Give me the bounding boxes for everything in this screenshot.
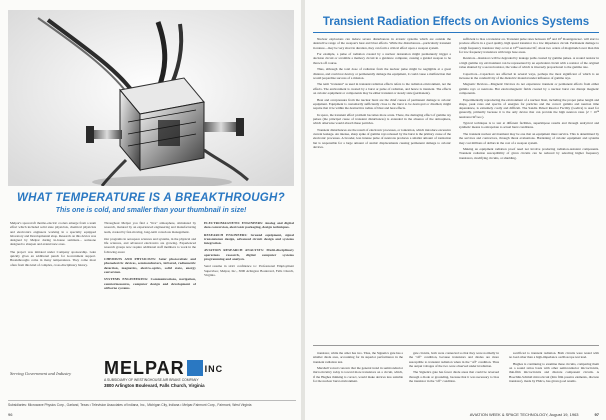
logo-square-icon — [187, 360, 203, 376]
ad-list-item: SYSTEMS ENGINEERING: Communications, navigation, countermeasures, computer design and development of airborne systems. — [104, 277, 196, 290]
ad-column-1 — [10, 221, 96, 270]
article-paragraph: sufficient to bias a transistor on. Transient pulse rates between 10⁸ and 10⁹ Roentgens/sec. will start to produce effects in a good quality, high speed transistor in a low impedance circuit. Permanent damage to a high frequency transistor may occur at 10¹⁴ neutrons/cm², about two orders of magnitude lower than this for low frequency transistors with large base areas. — [459, 37, 600, 54]
article-paragraph: Transient disturbances are the result of electronic processes, or ionization, which introduce excessive current leakage. An intense, sharp spike of gamma rays released by the burst is the primary cause of the electronic processes. A broader, less intense pulse of neutrons produces a smaller amount of ionization but is responsible for a large amount of atomic displacements causing permanent damage to avionic devices. — [313, 127, 451, 149]
publication-line: AVIATION WEEK & SPACE TECHNOLOGY, August 19, 1963 — [469, 412, 579, 417]
ad-list-item: CHEMISTS AND PHYSICISTS: Solar photovoltaic and photoelectric devices, semiconductors, infrared, radiometric detection, magnetics, electro-optics, solid state, energy conversion. — [104, 257, 196, 274]
article-paragraph: transistor, while the other has two. Thus, the Signetics gate has a smaller diode area, accounting for its superior performance in the transient radiation test. — [313, 351, 403, 364]
article-paragraph: Making an equipment radiation proof need not involve producing radiation-resistant components. Transient radiation susceptibility of given circuits can be reduced by selecting higher frequency transistors, modifying circuits, or shielding. — [459, 147, 599, 160]
article-paragraph: Experimentally reproducing the environment of a nuclear blast, including the proper pulse length and shape, peak rates and spectra of energies for particles and the correct gamma and neutron time dependence, is extremely costly and difficult. The Sandia Pulsed Reactor Facility (Godiva) is used for generally, primarily because it is the only device that can provide the high neutron rates (2 × 10¹⁴ neutrons/cm²/sec.). — [459, 97, 599, 119]
page-number-left: 96 — [8, 412, 13, 417]
article-paragraph: gate circuits, both were connected so that they were normally in the "off" condition, because transistors and diodes are more susceptible to transient radiation when in the "off" condition. Thus the output voltages of the two were observed under irradiation. — [409, 351, 499, 368]
article-paragraph: The Signetics gate has fewer diode areas that could be reversed through a diode or grounding, because that it was necessary to bias the transistor in the "off" condition. — [409, 370, 499, 383]
ad-paragraph: The project was initiated under Company sponsorship. Gain quickly gives an additional punch for Government support. Breakthroughs come in many temperatures. They come most often from this kind of complex, cross-disciplinary history. — [10, 249, 96, 267]
thermoelectric-cooler-photo — [8, 10, 294, 186]
article-paragraph: In space, the transient effect problem becomes more acute. There, the damaging effect of gamma ray pulses (the principal cause of transient disturbances) is extended in the absence of the atmosphere, which otherwise would absorb these particles. — [313, 112, 451, 126]
article-column-c3 — [509, 351, 599, 386]
article-paragraph: The term "transient" as used in transient radiation effects refers to the radiation environment, not the effects. The environment is created by a burst or pulse of radiation, and hence is transient. The effects on avionic equipment or components may be either transient or steady state (permanent). — [313, 82, 451, 95]
article-paragraph: For example, a pulse of radiation created by a nuclear detonation might prematurely trigger a decision circuit or scramble a memory circuit in a guidance computer, causing a guided weapon to be thrown off course. — [313, 52, 451, 65]
subsidiaries-line: Subsidiaries: Microwave Physics Corp., Garland, Texas • Television Associates of Indiana, Inc., Michigan City, Indiana • Melpar-Fairmont Corp., Fairmont, West Virginia — [8, 400, 296, 407]
logo-text-left: MELPAR — [104, 358, 185, 378]
page-number-right: 97 — [594, 412, 599, 417]
ad-paragraph: Throughout Melpar you find a "live" atmosphere, stimulated by research, matured by an experienced engineering and manufacturing team, created by fast-moving, long-term conscious management. — [104, 221, 196, 234]
ad-tagline: Serving Government and Industry — [10, 371, 72, 376]
article-paragraph: The transient nuclear environment may be one that an equipment must survive. This is determined by the services and contractors, through threat evaluations. Hardening of avionic equipment and systems may cost millions of dollars in the cost of a weapon system. — [459, 132, 599, 145]
article-paragraph: Heat and overpressure from the nuclear burst are the chief causes of permanent damage to avionic equipment. Equipment is customarily sufficiently close to the burst to be destroyed or disabled, might require that it be within the destructive radius of blast and heat effects. — [313, 97, 451, 111]
article-paragraph: sacrificed to transient radiation. Both circuits were tested with no load other than a high-impedance oscilloscope test lead. — [509, 351, 599, 360]
logo-address: 3800 Arlington Boulevard, Falls Church, Virginia — [104, 383, 205, 388]
melpar-logo — [104, 358, 223, 379]
article-paragraph: Hughes is continuing to examine these circuits, comparing them on a sound ratios basis with other semiconductor microcircuits, thin-film microcircuits and discrete component circuits. A Hoechlin-Schmid microcircuit (thin film passive elements, discrete transistor), made by Philco, has given good results. — [509, 361, 599, 383]
ad-column-3 — [204, 221, 294, 280]
article-paragraph: Capacitors—Capacitors are affected in several ways, perhaps the most significant of which is an increase in the conductivity of the dielectric material under influence of gamma rays. — [459, 71, 599, 80]
ad-paragraph: Send resume in strict confidence to: Professional Employment Supervisor, Melpar, Inc., 3000 Arlington Boulevard, Falls Church, Virginia. — [204, 264, 294, 277]
article-column-c1 — [313, 351, 403, 386]
ad-list-item: RESEARCH ENGINEERS: Ground equipment, signal transmission design, advanced circuit design and systems integration. — [204, 232, 294, 246]
article-title: Transient Radiation Effects on Avionics Systems — [322, 16, 590, 28]
article-paragraph: Resistors—Resistors will be degraded by leakage paths created by gamma pulses. A wound resistor in a high gamma ray environment can be represented by an equivalent circuit with a resistor of the original value shunted by a second resistor, the value of which is inversely proportional to the gamma rate. — [459, 56, 599, 69]
article-paragraph: Nuclear explosions can induce severe disturbances in avionic systems which are outside the destructive range of the weapon's heat and blast effects. While the disturbances—particularly transient in nature—may be very short in duration, they can form a critical effect upon a weapon system. — [313, 37, 451, 50]
article-column-c2 — [409, 351, 499, 386]
article-paragraph: Magnetic Devices—Magnetic Devices do not experience transient or permanent effects from either gamma rays or neutrons. But electromagnetic fields created by a nuclear burst can disrupt magnetic components. — [459, 82, 599, 95]
section-rule — [313, 345, 599, 346]
article-paragraph: Thus, although the total dose of radiation from the nuclear pulse might be negligible at a great distance, and could not destroy or permanently damage the equipment, it could cause a malfunction that would jeopardize success of a mission. — [313, 67, 451, 80]
folio-right — [313, 412, 599, 417]
title-rule — [313, 32, 599, 33]
logo-text-right: INC — [204, 364, 224, 374]
right-page-article — [305, 0, 606, 420]
ad-headline: WHAT TEMPERATURE IS A BREAKTHROUGH? — [17, 192, 285, 204]
ad-photo — [8, 10, 294, 186]
ad-column-2 — [104, 221, 196, 293]
left-page-advertisement — [0, 0, 301, 420]
logo-subsidiary-line: A SUBSIDIARY OF WESTINGHOUSE AIR BRAKE COMPANY — [104, 378, 199, 382]
ad-list-item: ELECTROMAGNETIC ENGINEERS: Analog and digital data conversion, electronic packaging, design techniques. — [204, 221, 294, 230]
ad-list-item: AVIATION RESEARCH ANALYSTS: Multi-disciplinary operations research, digital computer systems programming and analysis. — [204, 248, 294, 262]
article-column-a — [313, 37, 451, 151]
ad-subhead: This one is cold, and smaller than your thumbnail in size! — [55, 207, 247, 214]
article-column-b — [459, 37, 599, 162]
ad-paragraph: Our programs in aerospace sciences and systems, in the physical and life sciences, and advanced electronics are growing. Experienced research groups now require additional staff members to work in the following areas: — [104, 236, 196, 254]
article-paragraph: Typical technique is to test at different facilities, superimpose results and through analytical and synthetic means to extrapolate to actual burst conditions. — [459, 121, 599, 130]
article-paragraph: Marshall voiced concern that the general trend in semiconductor microcircuitry today is toward more transistors on a circuit, which, if the Hughes thinking is correct, would make devices less suitable for the nuclear burst environment. — [313, 366, 403, 383]
ad-paragraph: Melpar's spacecraft thermo-electric coolers emerge from a team effort which included solid state physicists, chemical physicists and electronics engineers working in a specialty equipped laboratory and Developmental shop. Research on this device was designed by Melpar during in-house seminars... someone designed to sharpen and extend new ones. — [10, 221, 96, 247]
